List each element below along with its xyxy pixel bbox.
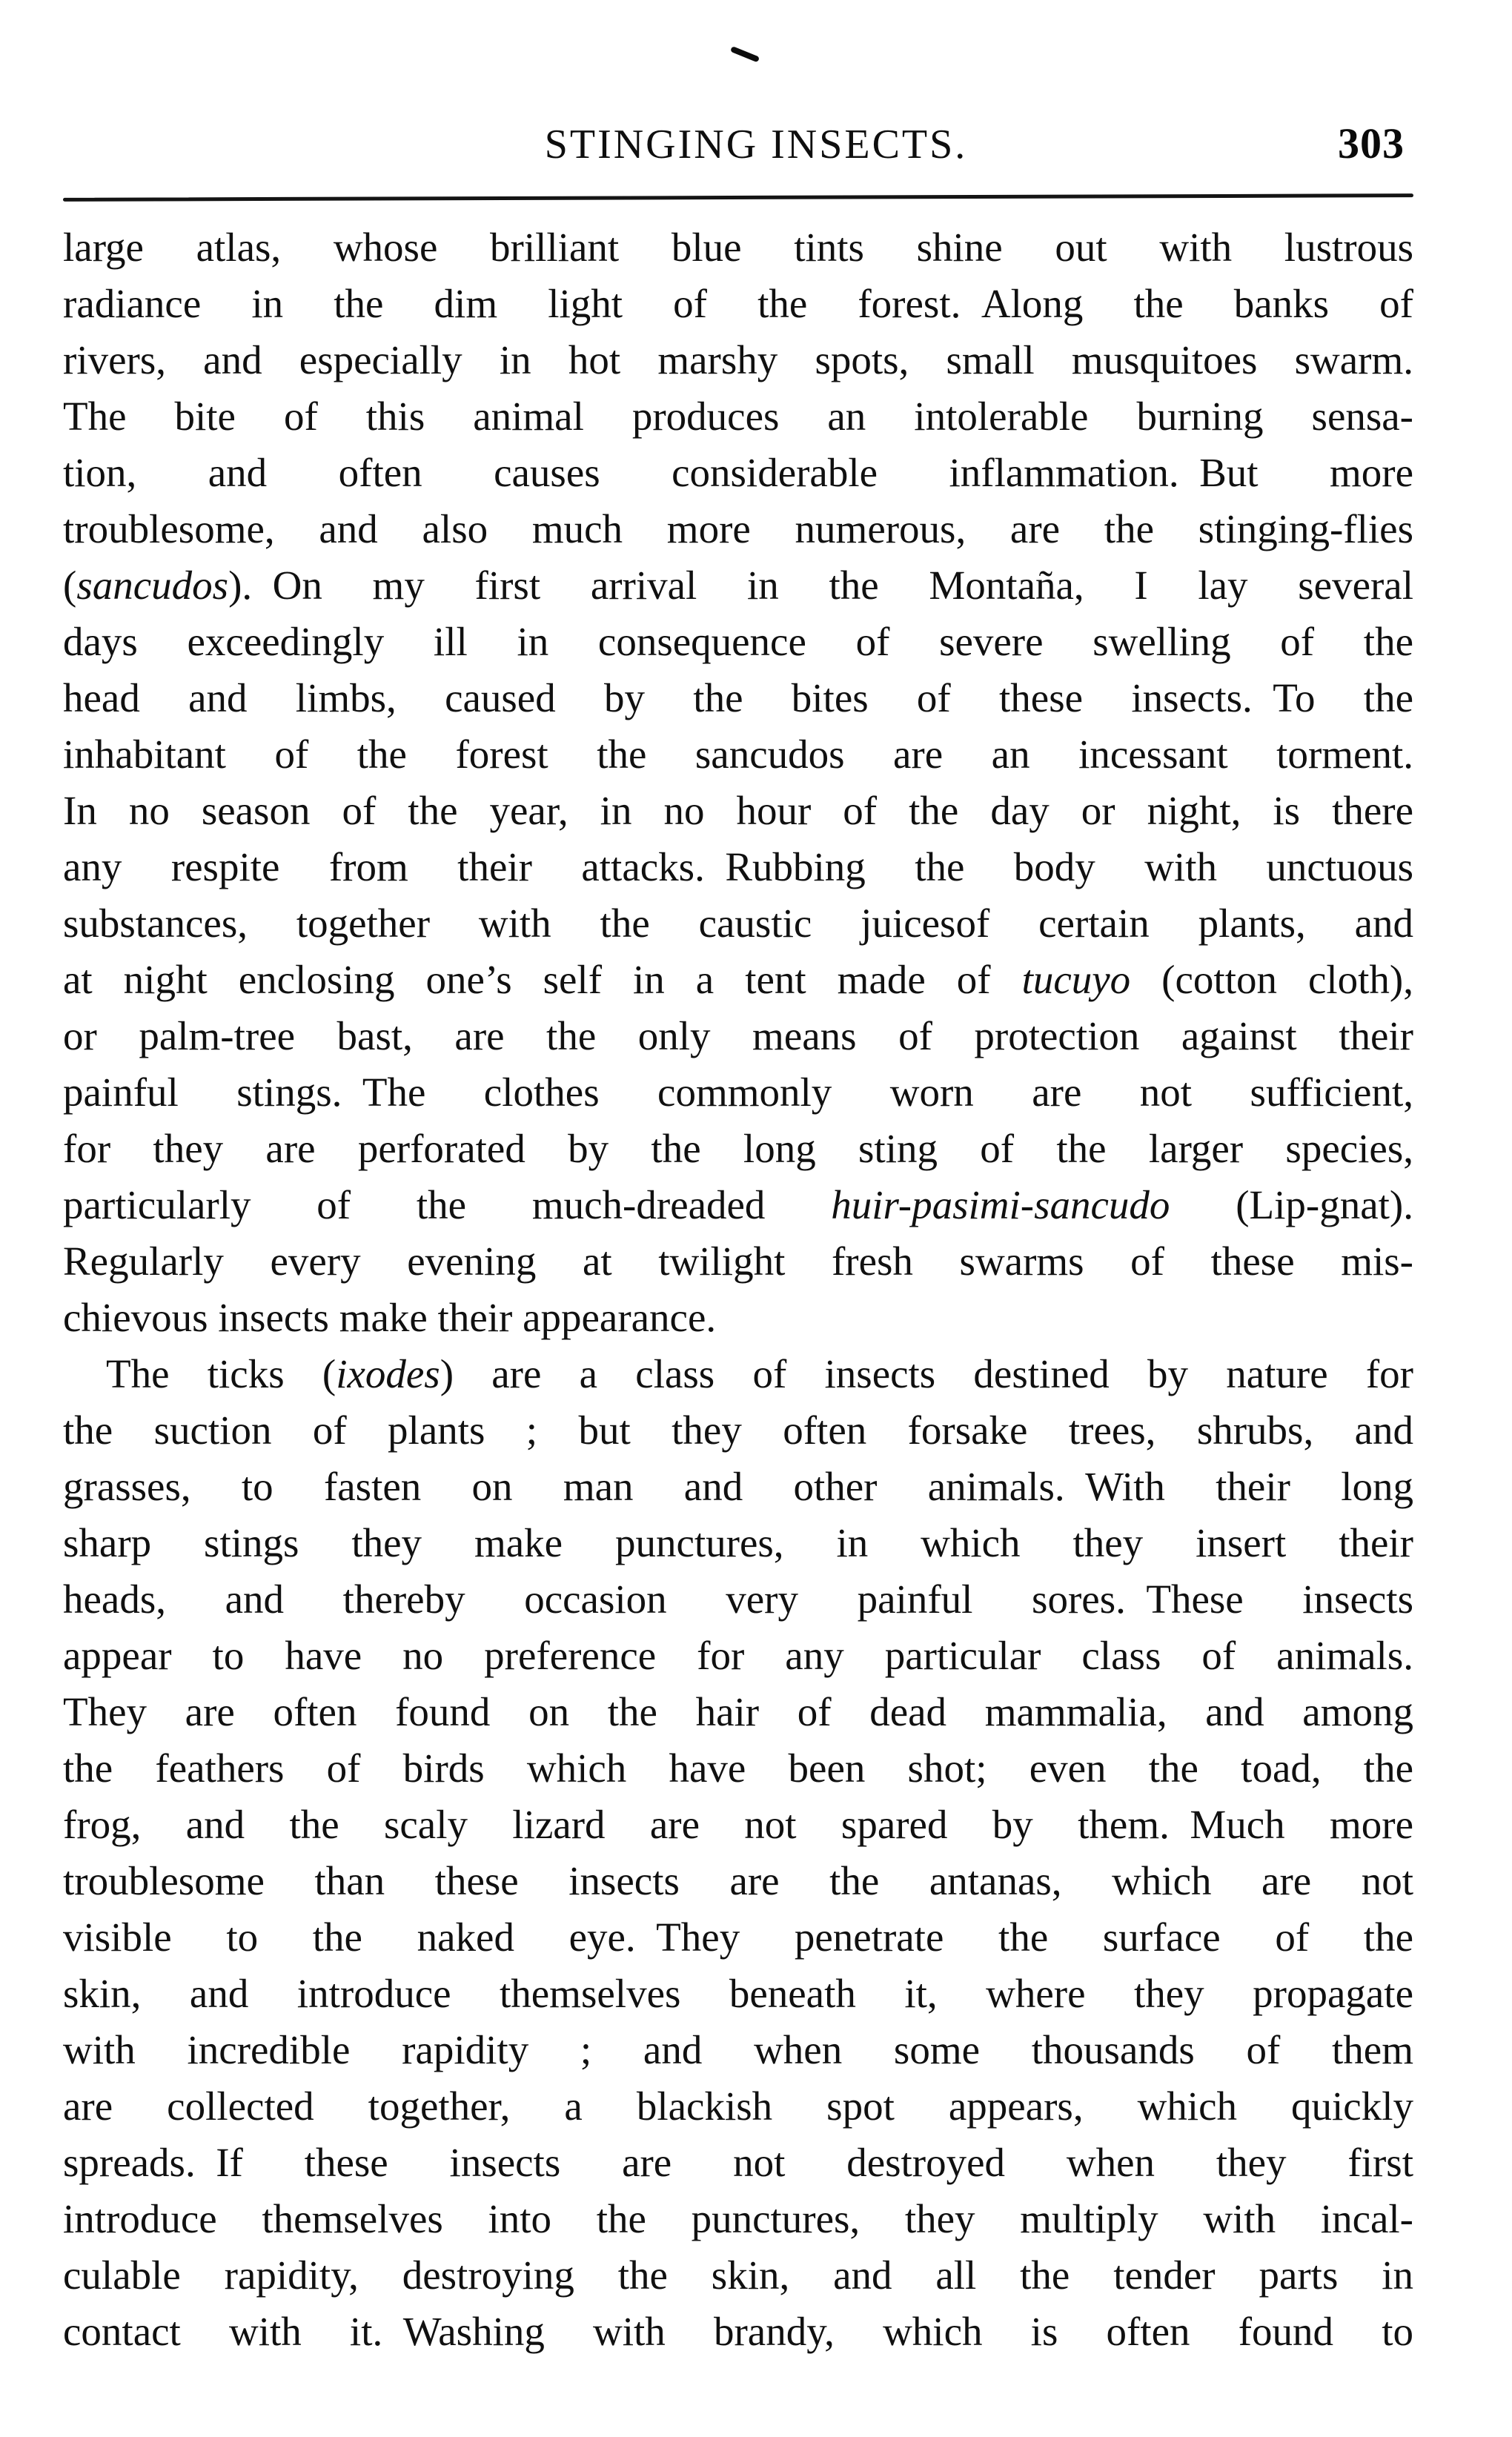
text-run: sharp stings they make punctures, in which they insert their — [63, 1520, 1413, 1565]
text-line — [63, 388, 1413, 445]
text-run: with incredible rapidity ; and when some thousands of them — [63, 2027, 1413, 2072]
text-run: are collected together, a blackish spot appears, which quickly — [63, 2083, 1413, 2129]
text-run: head and limbs, caused by the bites of these insects. To the — [63, 675, 1413, 720]
text-run: or palm-tree bast, are the only means of protection against their — [63, 1013, 1413, 1058]
text-run: spreads. If these insects are not destroyed when they first — [63, 2140, 1413, 2185]
text-line — [63, 1515, 1413, 1571]
text-line — [63, 670, 1413, 726]
italic-text-run: tucuyo — [1021, 957, 1131, 1002]
text-run: substances, together with the caustic juicesof certain plants, and — [63, 901, 1413, 946]
text-run: for they are perforated by the long sting of the larger species, — [63, 1126, 1413, 1171]
text-run: troublesome than these insects are the antanas, which are not — [63, 1858, 1413, 1903]
text-line — [63, 2304, 1413, 2360]
text-line — [63, 1966, 1413, 2022]
text-run: contact with it. Washing with brandy, which is often found to — [63, 2309, 1413, 2354]
text-line — [63, 332, 1413, 388]
text-run: particularly of the much-dreaded — [63, 1182, 832, 1227]
text-line — [63, 557, 1413, 614]
text-line — [63, 952, 1413, 1008]
text-run: the feathers of birds which have been shot; even the toad, the — [63, 1745, 1413, 1791]
text-line — [63, 839, 1413, 895]
text-run: large atlas, whose brilliant blue tints shine out with lustrous — [63, 225, 1413, 270]
text-run: inhabitant of the forest the sancudos are an incessant torment. — [63, 732, 1413, 777]
text-line — [63, 1684, 1413, 1740]
text-run: any respite from their attacks. Rubbing the body with unctuous — [63, 844, 1413, 889]
text-line — [63, 614, 1413, 670]
text-run: ( — [63, 563, 77, 608]
text-line — [63, 1177, 1413, 1233]
text-line — [63, 2078, 1413, 2135]
text-run: Regularly every evening at twilight fresh swarms of these mis- — [63, 1239, 1413, 1284]
text-line — [63, 783, 1413, 839]
text-line — [63, 1290, 1413, 1346]
page-number: 303 — [1338, 119, 1405, 168]
text-run: The ticks ( — [106, 1351, 336, 1396]
text-run: painful stings. The clothes commonly worn are not sufficient, — [63, 1070, 1413, 1115]
text-line — [63, 1853, 1413, 1909]
text-run: The bite of this animal produces an intolerable burning sensa- — [63, 394, 1413, 439]
text-line — [63, 1571, 1413, 1628]
text-line — [63, 276, 1413, 332]
text-run: visible to the naked eye. They penetrate the surface of the — [63, 1914, 1413, 1960]
text-run: grasses, to fasten on man and other animals. With their long — [63, 1464, 1413, 1509]
text-line — [63, 1909, 1413, 1966]
text-line — [63, 726, 1413, 783]
text-line — [63, 1402, 1413, 1459]
text-line — [63, 1797, 1413, 1853]
text-line — [63, 1628, 1413, 1684]
text-line — [63, 1740, 1413, 1797]
text-run: (cotton cloth), — [1130, 957, 1414, 1002]
text-line — [63, 501, 1413, 557]
text-run: ) are a class of insects destined by nature for — [440, 1351, 1414, 1396]
italic-text-run: sancudos — [76, 563, 229, 608]
text-line — [63, 895, 1413, 952]
text-run: introduce themselves into the punctures, they multiply with incal- — [63, 2196, 1413, 2241]
text-run: the suction of plants ; but they often forsake trees, shrubs, and — [63, 1408, 1413, 1453]
text-run: days exceedingly ill in consequence of severe swelling of the — [63, 619, 1413, 664]
text-run: appear to have no preference for any particular class of animals. — [63, 1633, 1413, 1678]
italic-text-run: ixodes — [336, 1351, 440, 1396]
text-line — [63, 1233, 1413, 1290]
text-run: troublesome, and also much more numerous, are the stinging-flies — [63, 506, 1413, 551]
text-run: heads, and thereby occasion very painful sores. These insects — [63, 1576, 1413, 1622]
running-header-title: STINGING INSECTS. — [544, 122, 968, 168]
text-run: at night enclosing one’s self in a tent made of — [63, 957, 1022, 1002]
text-line — [63, 2247, 1413, 2304]
text-block — [63, 219, 1413, 2360]
header-divider-rule — [63, 193, 1413, 202]
text-line — [63, 1121, 1413, 1177]
text-run: rivers, and especially in hot marshy spots, small musquitoes swarm. — [63, 337, 1413, 382]
text-run: tion, and often causes considerable inflammation. But more — [63, 450, 1413, 495]
text-line — [63, 1008, 1413, 1064]
text-line — [63, 2135, 1413, 2191]
text-run: They are often found on the hair of dead mammalia, and among — [63, 1689, 1413, 1734]
text-line — [63, 2191, 1413, 2247]
text-run: culable rapidity, destroying the skin, and all the tender parts in — [63, 2252, 1413, 2298]
text-run: (Lip-gnat). — [1170, 1182, 1413, 1227]
text-run: chievous insects make their appearance. — [63, 1295, 717, 1340]
text-run: skin, and introduce themselves beneath it, where they propagate — [63, 1971, 1413, 2016]
text-run: frog, and the scaly lizard are not spared by them. Much more — [63, 1802, 1413, 1847]
text-line — [63, 1346, 1413, 1402]
text-line — [63, 1459, 1413, 1515]
text-run: In no season of the year, in no hour of the day or night, is there — [63, 788, 1413, 833]
text-line — [63, 1064, 1413, 1121]
text-run: ). On my first arrival in the Montaña, I lay several — [228, 563, 1413, 608]
italic-text-run: huir-pasimi-sancudo — [831, 1182, 1170, 1227]
text-line — [63, 445, 1413, 501]
text-line — [63, 2022, 1413, 2078]
ink-smudge-mark — [730, 46, 760, 62]
text-run: radiance in the dim light of the forest. Along the banks of — [63, 281, 1413, 326]
text-line — [63, 219, 1413, 276]
